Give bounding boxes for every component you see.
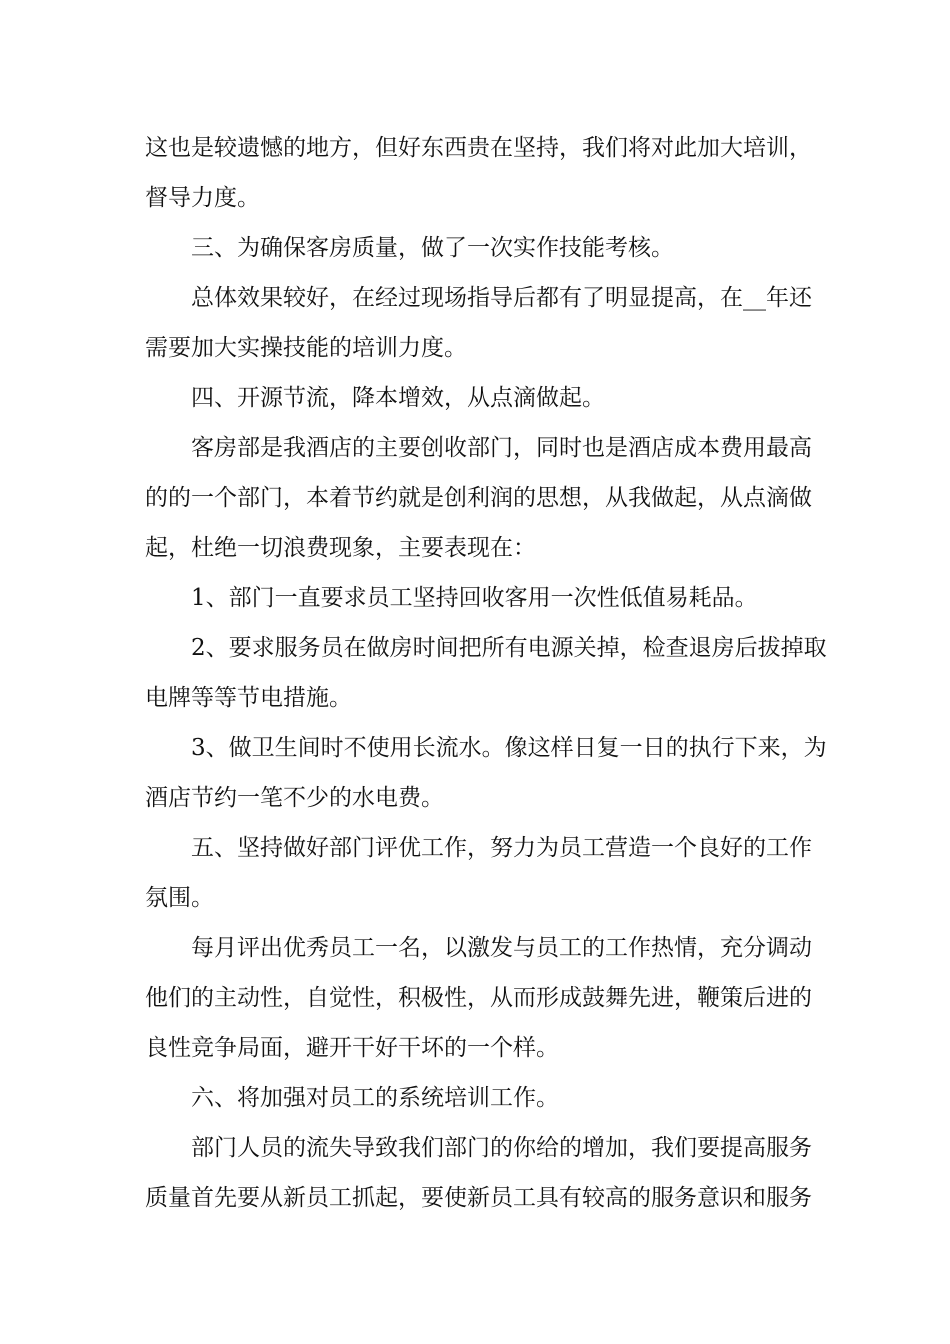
text-line: 督导力度。 bbox=[145, 185, 260, 211]
section-heading-3 bbox=[145, 223, 810, 273]
list-item-2 bbox=[145, 623, 827, 723]
text-line: 六、将加强对员工的系统培训工作。 bbox=[191, 1085, 559, 1111]
section-heading-5 bbox=[145, 823, 810, 923]
text-line: 部门人员的流失导致我们部门的你给的增加，我们要提高服务 bbox=[191, 1135, 812, 1161]
section-heading-4 bbox=[145, 373, 810, 423]
text-line: 三、为确保客房质量，做了一次实作技能考核。 bbox=[191, 235, 674, 261]
section-heading-6 bbox=[145, 1073, 810, 1123]
text-line: 质量首先要从新员工抓起，要使新员工具有较高的服务意识和服务 bbox=[145, 1185, 812, 1211]
paragraph-closing-remark bbox=[145, 123, 810, 223]
text-line: 电牌等等节电措施。 bbox=[145, 685, 352, 711]
text-line: 五、坚持做好部门评优工作，努力为员工营造一个良好的工作 bbox=[191, 835, 812, 861]
text-line: 酒店节约一笔不少的水电费。 bbox=[145, 785, 444, 811]
paragraph-staff-training bbox=[145, 1123, 810, 1223]
text-line: 3、做卫生间时不使用长流水。像这样日复一日的执行下来，为 bbox=[191, 735, 827, 761]
text-line: 需要加大实操技能的培训力度。 bbox=[145, 335, 467, 361]
paragraph-skills-assessment bbox=[145, 273, 810, 373]
text-line: 起，杜绝一切浪费现象，主要表现在： bbox=[145, 535, 536, 561]
text-line: 这也是较遗憾的地方，但好东西贵在坚持，我们将对此加大培训， bbox=[145, 135, 812, 161]
list-item-1 bbox=[145, 573, 810, 623]
paragraph-cost-saving bbox=[145, 423, 810, 573]
text-line: 的的一个部门，本着节约就是创利润的思想，从我做起，从点滴做 bbox=[145, 485, 812, 511]
text-line: 他们的主动性，自觉性，积极性，从而形成鼓舞先进，鞭策后进的 bbox=[145, 985, 812, 1011]
text-line: 氛围。 bbox=[145, 885, 214, 911]
text-line: 四、开源节流，降本增效，从点滴做起。 bbox=[191, 385, 605, 411]
list-item-3 bbox=[145, 723, 827, 823]
text-line: 1、部门一直要求员工坚持回收客用一次性低值易耗品。 bbox=[191, 585, 758, 611]
text-line: 每月评出优秀员工一名，以激发与员工的工作热情，充分调动 bbox=[191, 935, 812, 961]
text-line: 2、要求服务员在做房时间把所有电源关掉，检查退房后拔掉取 bbox=[191, 635, 827, 661]
text-line: 良性竞争局面，避开干好干坏的一个样。 bbox=[145, 1035, 559, 1061]
paragraph-employee-award bbox=[145, 923, 810, 1073]
text-line: 客房部是我酒店的主要创收部门，同时也是酒店成本费用最高 bbox=[191, 435, 812, 461]
text-line: 总体效果较好，在经过现场指导后都有了明显提高，在__年还 bbox=[191, 285, 812, 311]
